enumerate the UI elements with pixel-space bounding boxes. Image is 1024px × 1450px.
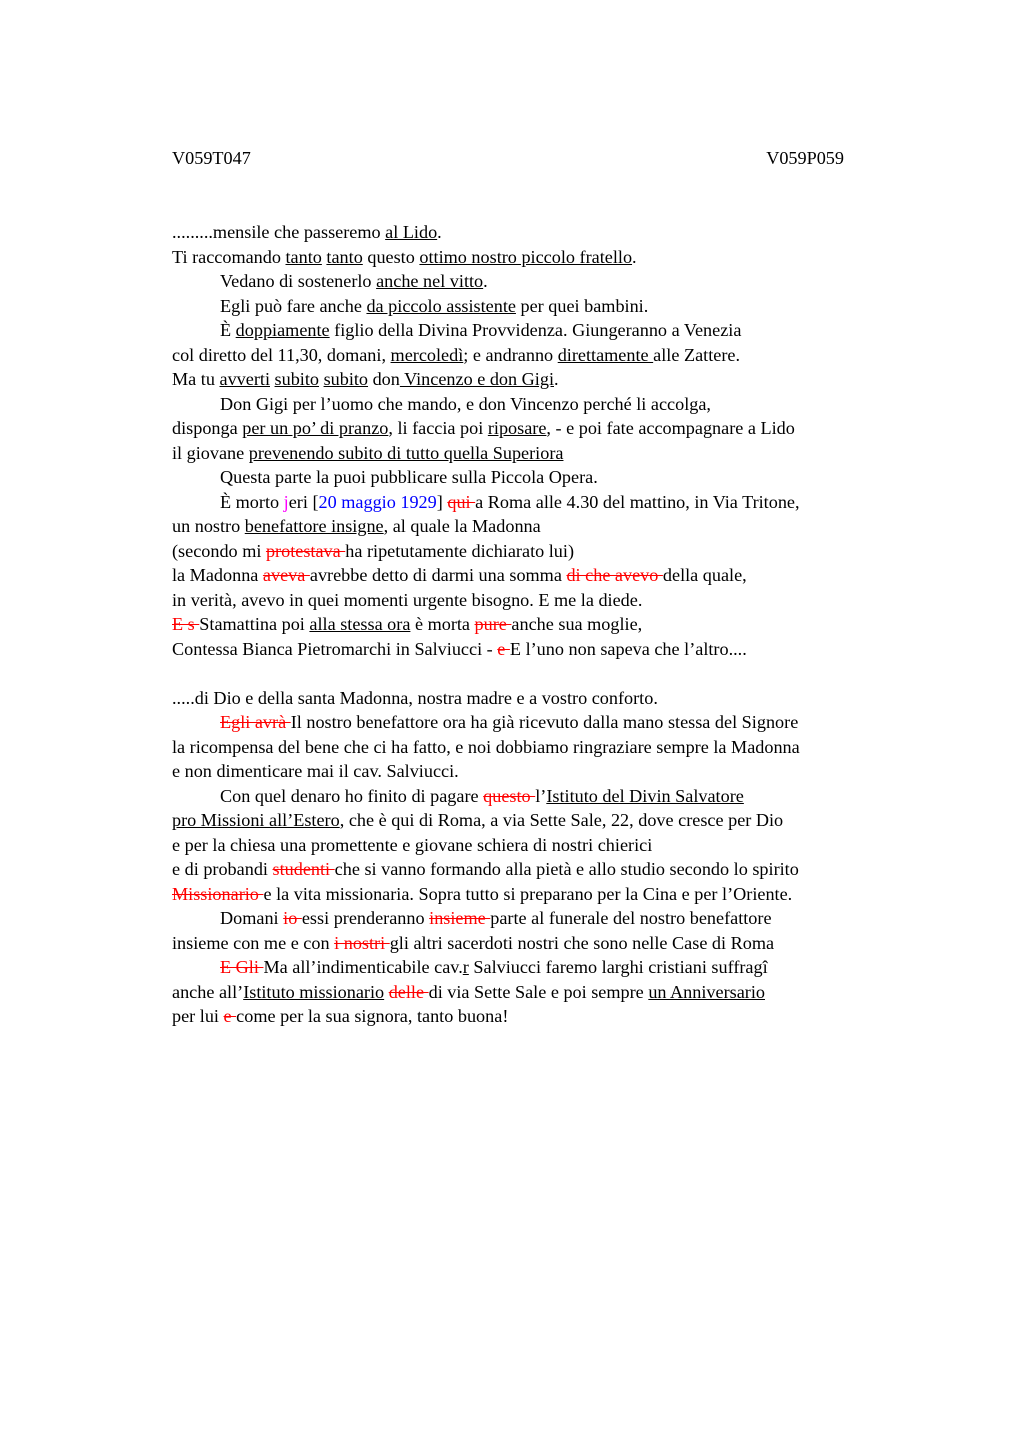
text-segment: l’ [535,785,547,806]
text-segment: , che è qui di Roma, a via Sette Sale, 22, dove cresce per Dio [339,810,784,830]
underlined-text: Istituto del Divin Salvatore [546,785,744,806]
text-segment: per quei bambini. [515,295,649,316]
text-segment: Ma tu [172,369,220,389]
text-segment: Contessa Bianca Pietromarchi in Salviucci - [172,638,498,659]
text-segment: Stamattina poi [199,614,310,634]
underlined-text: anche nel vitto [376,271,484,291]
text-segment: . [437,222,442,242]
text-segment: la Madonna [172,565,263,585]
underlined-text: al Lido [385,222,438,242]
deleted-text: protestava [265,540,346,561]
text-segment: Salviucci faremo larghi cristiani suffragi [468,957,768,977]
text-segment: col diretto del 11,30, domani, [172,344,391,365]
text-segment: alle Zattere. [653,344,740,365]
text-line [172,343,912,368]
text-segment: Domani [220,908,284,928]
text-segment: Con quel denaro ho finito di pagare [220,785,484,806]
underlined-text: ottimo nostro piccolo fratello [419,246,633,267]
text-segment: . [632,246,637,267]
text-segment: essi prenderanno [301,908,430,928]
text-segment: , li faccia poi [388,418,488,438]
deleted-text: e [223,1006,237,1026]
text-line [172,710,912,735]
text-segment: come per la sua signora, tanto buona! [236,1006,509,1026]
text-line [172,367,912,392]
deleted-text: qui [447,491,476,512]
underlined-text: alla stessa ora [309,614,411,634]
text-line [172,686,912,711]
text-line [172,220,912,245]
underlined-text: riposare [487,418,547,438]
text-segment: Il nostro benefattore ora ha già ricevuto dalla mano stessa del Signore [290,712,799,732]
deleted-text: di che avevo [566,565,663,585]
text-line [172,906,912,931]
header-right-code: V059P059 [766,148,844,168]
text-segment: anche all’ [172,981,244,1002]
text-segment: . [554,369,559,389]
text-line [172,735,912,760]
text-segment: di via Sette Sale e poi sempre [428,981,649,1002]
text-segment: Egli può fare anche [220,295,367,316]
text-segment: in verità, avevo in quei momenti urgente bisogno. E me la diede. [172,589,643,610]
underlined-text: subito [323,369,369,389]
text-line [172,882,912,907]
deleted-text: io [283,908,302,928]
text-segment: Vedano di sostenerlo [220,271,377,291]
text-segment: (secondo mi [172,540,266,561]
underlined-text: tanto [326,246,363,267]
text-line [172,318,912,343]
text-segment: il giovane [172,442,249,463]
text-segment: .....di Dio e della santa Madonna, nostra madre e a vostro conforto. [172,687,658,708]
deleted-text: i nostri [334,932,390,953]
text-segment: anche sua moglie, [511,614,643,634]
text-line [172,441,912,466]
text-segment: eri [ [288,491,319,512]
text-segment: avrebbe detto di darmi una somma [309,565,567,585]
text-segment: gli altri sacerdoti nostri che sono nelle Case di Roma [389,932,775,953]
text-line [172,465,912,490]
text-segment: .........mensile che passeremo [172,222,386,242]
deleted-text: Missionario [172,883,264,904]
underlined-text: subito [274,369,320,389]
text-segment: che si vanno formando alla pietà e allo studio secondo lo spirito [334,859,799,879]
text-line [172,931,912,956]
underlined-text: tanto [285,246,322,267]
text-line [172,539,912,564]
document-body [172,220,912,1029]
text-segment: , - e poi fate accompagnare a Lido [546,418,795,438]
underlined-text: per un po’ di pranzo [242,418,389,438]
deleted-text: insieme [429,908,491,928]
deleted-text: questo [483,785,536,806]
text-line [172,857,912,882]
text-segment: a Roma alle 4.30 del mattino, in Via Tritone, [475,491,800,512]
underlined-text: pro Missioni all’Estero [172,810,340,830]
text-segment: Don Gigi per l’uomo che mando, e don Vincenzo perché li accolga, [220,393,711,414]
text-segment: È morto [220,491,284,512]
text-segment: don [368,369,400,389]
deleted-text: E s [172,614,200,634]
text-segment: Questa parte la puoi pubblicare sulla Piccola Opera. [220,467,598,487]
text-line [172,637,912,662]
underlined-text: benefattore insigne [244,516,384,536]
text-segment: ha ripetutamente dichiarato lui) [345,540,575,561]
text-segment: questo [362,246,420,267]
text-segment: ] [436,491,448,512]
text-line [172,588,912,613]
underlined-text: avverti [219,369,270,389]
header-left-code: V059T047 [172,148,251,168]
text-line [172,784,912,809]
deleted-text: aveva [262,565,310,585]
text-segment: la ricompensa del bene che ci ha fatto, e noi dobbiamo ringraziare sempre la Madonna [172,736,800,757]
deleted-text: studenti [272,859,335,879]
text-line [172,1004,912,1029]
text-line [172,833,912,858]
text-line [172,955,912,980]
text-segment: ; e andranno [463,344,558,365]
text-line [172,980,912,1005]
underlined-text: direttamente [557,344,654,365]
text-segment: È [220,320,236,340]
text-line [172,759,912,784]
text-segment: e di probandi [172,859,273,879]
text-segment: e non dimenticare mai il cav. Salviucci. [172,761,459,781]
deleted-text: delle [388,981,429,1002]
underlined-text: da piccolo assistente [366,295,516,316]
editorial-date: 20 maggio 1929 [318,491,437,512]
text-segment: Ti raccomando [172,246,286,267]
text-segment: E l’uno non sapeva che l’altro.... [509,638,747,659]
text-line [172,245,912,270]
text-line [172,808,912,833]
underlined-text: un Anniversario [648,981,765,1002]
text-line [172,490,912,515]
underlined-text: doppiamente [235,320,330,340]
text-segment: della quale, [662,565,747,585]
text-line [172,514,912,539]
text-segment: un nostro [172,516,245,536]
text-segment: e la vita missionaria. Sopra tutto si preparano per la Cina e per l’Oriente. [263,883,793,904]
text-line [172,612,912,637]
text-line [172,392,912,417]
underlined-text: r [462,957,469,977]
underlined-text: Istituto missionario [243,981,385,1002]
text-segment: . [483,271,488,291]
correction-mark: j [283,491,289,512]
text-line [172,269,912,294]
deleted-text: e [497,638,510,659]
underlined-text: prevenendo subito di tutto quella Superiora [248,442,564,463]
text-line [172,563,912,588]
text-segment: , al quale la Madonna [383,516,541,536]
deleted-text: E Gli [220,957,264,977]
underlined-text: Vincenzo e don Gigi [399,369,554,389]
text-segment: disponga [172,418,243,438]
underlined-text: mercoledì [390,344,464,365]
text-segment: parte al funerale del nostro benefattore [490,908,772,928]
deleted-text: pure [474,614,512,634]
text-line [172,416,912,441]
text-segment: Ma all’indimenticabile cav. [263,957,463,977]
text-segment: insieme con me e con [172,932,335,953]
text-line [172,294,912,319]
text-segment: è morta [410,614,475,634]
deleted-text: Egli avrà [220,712,291,732]
text-segment: e per la chiesa una promettente e giovane schiera di nostri chierici [172,834,653,855]
text-segment: figlio della Divina Provvidenza. Giungeranno a Venezia [329,320,742,340]
paragraph-gap [172,661,912,686]
text-segment: per lui [172,1006,224,1026]
